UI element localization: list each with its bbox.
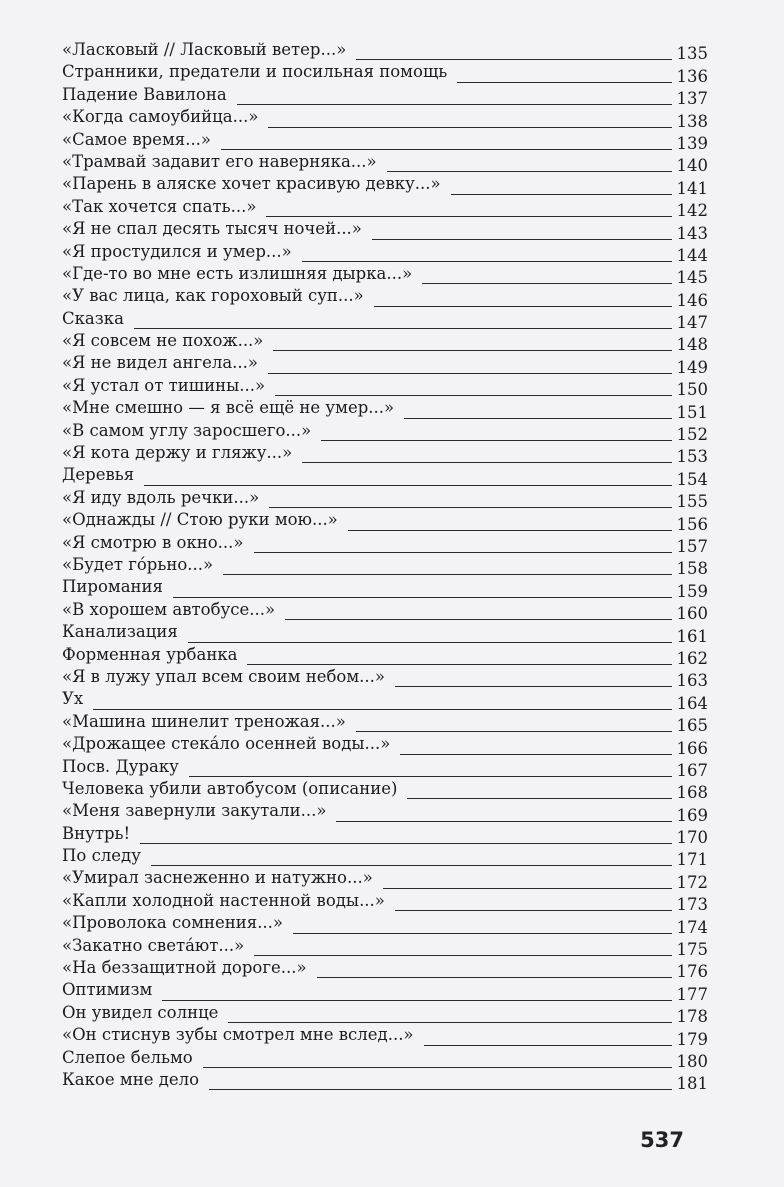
toc-leader-line (188, 642, 672, 643)
toc-entry-page: 180 (676, 1051, 708, 1071)
toc-entry (58, 309, 708, 331)
toc-entry-page: 179 (676, 1029, 708, 1049)
toc-entry (58, 689, 708, 711)
toc-entry (58, 443, 708, 465)
toc-leader-line (140, 843, 672, 844)
toc-entry-title: Какое мне дело (62, 1069, 200, 1089)
toc-leader-line (457, 82, 672, 83)
toc-entry-page: 143 (676, 223, 708, 243)
toc-entry-title: «Однажды // Стою руки мою...» (62, 510, 338, 530)
toc-entry (58, 130, 708, 152)
toc-leader-line (424, 1045, 672, 1046)
toc-leader-line (356, 59, 672, 60)
toc-entry-page: 177 (676, 984, 708, 1004)
toc-leader-line (247, 664, 672, 665)
toc-leader-line (228, 1022, 672, 1023)
toc-entry (58, 62, 708, 84)
toc-entry-page: 165 (676, 716, 708, 736)
toc-entry-page: 148 (676, 335, 708, 355)
toc-entry (58, 555, 708, 577)
toc-entry-title: «Так хочется спать...» (62, 196, 257, 216)
toc-entry-title: «В самом углу заросшего...» (62, 420, 312, 440)
toc-entry-page: 153 (676, 447, 708, 467)
toc-entry (58, 712, 708, 734)
toc-leader-line (302, 261, 672, 262)
toc-entry (58, 645, 708, 667)
toc-leader-line (348, 530, 672, 531)
toc-entry-page: 158 (676, 559, 708, 579)
toc-entry (58, 174, 708, 196)
toc-entry (58, 376, 708, 398)
toc-leader-line (285, 619, 672, 620)
toc-entry-title: Странники, предатели и посильная помощь (62, 62, 448, 82)
toc-entry (58, 1003, 708, 1025)
toc-entry (58, 1070, 708, 1092)
toc-entry-title: Канализация (62, 622, 178, 642)
toc-entry (58, 264, 708, 286)
toc-leader-line (173, 597, 672, 598)
toc-entry-page: 135 (676, 44, 708, 64)
toc-entry-title: «Машина шинелит треножая...» (62, 711, 346, 731)
toc-leader-line (387, 171, 672, 172)
toc-entry-page: 145 (676, 268, 708, 288)
toc-entry-title: «Я совсем не похож...» (62, 331, 264, 351)
toc-entry-page: 173 (676, 895, 708, 915)
toc-entry (58, 533, 708, 555)
toc-leader-line (268, 127, 672, 128)
toc-entry-title: «Я смотрю в окно...» (62, 532, 244, 552)
toc-entry-page: 160 (676, 604, 708, 624)
toc-leader-line (189, 776, 672, 777)
toc-entry-title: Падение Вавилона (62, 84, 227, 104)
toc-entry-title: Сказка (62, 308, 124, 328)
toc-entry-page: 149 (676, 357, 708, 377)
toc-entry-page: 152 (676, 425, 708, 445)
toc-entry-title: «Дрожащее стека́ло осенней воды...» (62, 734, 391, 754)
toc-leader-line (203, 1067, 672, 1068)
toc-leader-line (321, 440, 672, 441)
toc-entry (58, 488, 708, 510)
toc-leader-line (374, 306, 672, 307)
toc-entry-page: 147 (676, 313, 708, 333)
toc-leader-line (134, 328, 672, 329)
toc-entry (58, 801, 708, 823)
toc-entry-title: «Я не видел ангела...» (62, 353, 259, 373)
toc-leader-line (404, 418, 672, 419)
toc-entry-title: «Я кота держу и гляжу...» (62, 443, 293, 463)
toc-entry (58, 421, 708, 443)
toc-entry-page: 164 (676, 693, 708, 713)
toc-entry (58, 152, 708, 174)
toc-entry-title: «Когда самоубийца...» (62, 107, 259, 127)
toc-entry-title: «Будет го́рьно...» (62, 554, 214, 574)
toc-entry-title: «В хорошем автобусе...» (62, 599, 276, 619)
toc-entry (58, 846, 708, 868)
toc-leader-line (317, 977, 672, 978)
toc-entry (58, 1048, 708, 1070)
toc-leader-line (400, 754, 672, 755)
toc-entry-page: 171 (676, 850, 708, 870)
toc-leader-line (151, 865, 672, 866)
toc-entry-title: «Ласковый // Ласковый ветер...» (62, 40, 347, 59)
toc-entry-title: Форменная урбанка (62, 644, 238, 664)
toc-entry-title: Ух (62, 689, 84, 709)
toc-entry-page: 146 (676, 290, 708, 310)
toc-leader-line (268, 373, 672, 374)
toc-entry (58, 85, 708, 107)
toc-entry-page: 144 (676, 245, 708, 265)
toc-leader-line (336, 821, 672, 822)
toc-leader-line (266, 216, 672, 217)
toc-entry-page: 168 (676, 783, 708, 803)
toc-leader-line (209, 1089, 672, 1090)
toc-entry-page: 181 (676, 1074, 708, 1094)
toc-entry (58, 510, 708, 532)
toc-leader-line (273, 350, 672, 351)
toc-entry-page: 156 (676, 514, 708, 534)
toc-leader-line (144, 485, 672, 486)
toc-entry-page: 175 (676, 940, 708, 960)
toc-entry-title: «Трамвай задавит его наверняка...» (62, 151, 377, 171)
toc-entry-title: «Я простудился и умер...» (62, 241, 292, 261)
toc-entry-title: «Я устал от тишины...» (62, 375, 266, 395)
toc-entry (58, 40, 708, 62)
toc-entry-title: «Он стиснув зубы смотрел мне вслед...» (62, 1025, 414, 1045)
toc-entry-page: 140 (676, 156, 708, 176)
toc-leader-line (383, 888, 672, 889)
toc-leader-line (162, 1000, 672, 1001)
toc-entry (58, 667, 708, 689)
toc-entry-title: «У вас лица, как гороховый суп...» (62, 286, 364, 306)
toc-entry-title: «Мне смешно — я всё ещё не умер...» (62, 398, 395, 418)
toc-leader-line (237, 104, 672, 105)
toc-entry-page: 139 (676, 133, 708, 153)
toc-entry (58, 197, 708, 219)
toc-entry-page: 172 (676, 872, 708, 892)
toc-leader-line (269, 507, 672, 508)
toc-entry-title: Внутрь! (62, 823, 131, 843)
toc-leader-line (254, 552, 672, 553)
toc-entry-page: 157 (676, 536, 708, 556)
toc-entry-title: Оптимизм (62, 980, 153, 1000)
toc-entry-title: «Парень в аляске хочет красивую девку...» (62, 174, 441, 194)
toc-entry-page: 150 (676, 380, 708, 400)
toc-entry (58, 600, 708, 622)
toc-leader-line (302, 462, 672, 463)
toc-entry-page: 167 (676, 760, 708, 780)
toc-entry-page: 170 (676, 828, 708, 848)
toc-entry-title: Пиромания (62, 577, 163, 597)
toc-entry-page: 154 (676, 469, 708, 489)
toc-entry-page: 136 (676, 66, 708, 86)
toc-entry (58, 577, 708, 599)
toc-entry (58, 891, 708, 913)
toc-leader-line (395, 910, 672, 911)
toc-entry-title: «Умирал заснеженно и натужно...» (62, 868, 373, 888)
toc-entry-page: 142 (676, 201, 708, 221)
toc-leader-line (293, 933, 672, 934)
toc-entry (58, 980, 708, 1002)
toc-entry-title: «Я в лужу упал всем своим небом...» (62, 666, 385, 686)
toc-entry-title: «Закатно света́ют...» (62, 935, 245, 955)
toc-entry-page: 169 (676, 805, 708, 825)
toc-entry-title: «Капли холодной настенной воды...» (62, 890, 385, 910)
toc-entry-title: По следу (62, 846, 141, 866)
toc-entry-page: 163 (676, 671, 708, 691)
toc-entry (58, 734, 708, 756)
toc-leader-line (451, 194, 672, 195)
toc-entry-title: Слепое бельмо (62, 1047, 193, 1067)
toc-entry-title: Человека убили автобусом (описание) (62, 778, 398, 798)
toc-entry-title: Посв. Дураку (62, 756, 179, 776)
toc-entry (58, 936, 708, 958)
toc-leader-line (372, 239, 672, 240)
toc-entry-title: Деревья (62, 465, 135, 485)
toc-entry (58, 242, 708, 264)
toc-entry-page: 176 (676, 962, 708, 982)
table-of-contents (58, 40, 708, 1092)
toc-leader-line (275, 395, 672, 396)
toc-leader-line (356, 731, 672, 732)
toc-entry-page: 137 (676, 89, 708, 109)
toc-entry (58, 286, 708, 308)
toc-entry-page: 141 (676, 178, 708, 198)
toc-entry (58, 824, 708, 846)
toc-leader-line (395, 686, 672, 687)
toc-entry (58, 353, 708, 375)
toc-entry-title: «Я не спал десять тысяч ночей...» (62, 219, 362, 239)
toc-entry-page: 178 (676, 1007, 708, 1027)
toc-entry-title: «На беззащитной дороге...» (62, 958, 307, 978)
toc-entry-page: 174 (676, 917, 708, 937)
toc-leader-line (93, 709, 672, 710)
toc-entry-page: 161 (676, 626, 708, 646)
toc-entry-title: Он увидел солнце (62, 1002, 219, 1022)
toc-entry (58, 219, 708, 241)
toc-entry-title: «Где-то во мне есть излишняя дырка...» (62, 263, 413, 283)
toc-entry-page: 151 (676, 402, 708, 422)
toc-entry-page: 159 (676, 581, 708, 601)
toc-entry (58, 107, 708, 129)
toc-entry-title: «Меня завернули закутали...» (62, 801, 327, 821)
toc-entry-page: 138 (676, 111, 708, 131)
toc-leader-line (407, 798, 672, 799)
toc-leader-line (223, 574, 672, 575)
toc-entry (58, 757, 708, 779)
toc-entry (58, 913, 708, 935)
toc-entry (58, 1025, 708, 1047)
toc-entry (58, 465, 708, 487)
toc-entry-title: «Я иду вдоль речки...» (62, 487, 260, 507)
toc-entry (58, 958, 708, 980)
toc-entry (58, 622, 708, 644)
toc-entry (58, 331, 708, 353)
toc-entry-title: «Самое время...» (62, 129, 212, 149)
toc-entry (58, 398, 708, 420)
toc-entry-title: «Проволока сомнения...» (62, 913, 284, 933)
toc-leader-line (221, 149, 672, 150)
toc-entry (58, 868, 708, 890)
toc-entry-page: 155 (676, 492, 708, 512)
page-number: 537 (640, 1128, 684, 1152)
toc-leader-line (254, 955, 672, 956)
toc-leader-line (422, 283, 672, 284)
toc-entry-page: 166 (676, 738, 708, 758)
toc-entry-page: 162 (676, 648, 708, 668)
toc-entry (58, 779, 708, 801)
